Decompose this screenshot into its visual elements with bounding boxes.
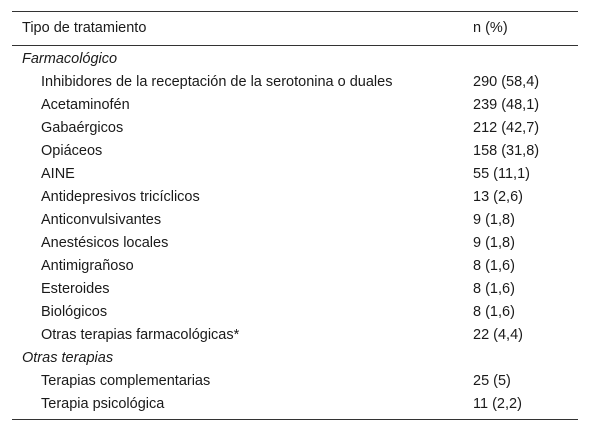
table-body bbox=[12, 46, 578, 419]
table-header bbox=[12, 12, 578, 46]
treatment-label: Anestésicos locales bbox=[41, 235, 169, 251]
table-row bbox=[12, 255, 578, 278]
n-percent-value: 158 (31,8) bbox=[473, 143, 540, 159]
treatment-label: Inhibidores de la receptación de la serotonina o duales bbox=[41, 74, 393, 90]
n-percent-value: 8 (1,6) bbox=[473, 258, 515, 274]
table-row bbox=[12, 94, 578, 117]
table-row bbox=[12, 209, 578, 232]
table-row bbox=[12, 186, 578, 209]
table-row bbox=[12, 370, 578, 393]
treatment-table bbox=[12, 11, 578, 420]
n-percent-value: 22 (4,4) bbox=[473, 327, 523, 343]
table-row bbox=[12, 117, 578, 140]
n-percent-value: 11 (2,2) bbox=[473, 396, 522, 412]
n-percent-value: 212 (42,7) bbox=[473, 120, 540, 136]
treatment-label: Gabaérgicos bbox=[41, 120, 124, 136]
treatment-label: Antidepresivos tricíclicos bbox=[41, 189, 200, 205]
n-percent-value: 239 (48,1) bbox=[473, 97, 540, 113]
treatment-label: Opiáceos bbox=[41, 143, 103, 159]
n-percent-value: 9 (1,8) bbox=[473, 212, 515, 228]
column-header-n-percent: n (%) bbox=[473, 20, 508, 36]
table-row bbox=[12, 163, 578, 186]
table-row bbox=[12, 278, 578, 301]
group-label: Farmacológico bbox=[22, 51, 118, 67]
treatment-label: AINE bbox=[41, 166, 75, 182]
n-percent-value: 290 (58,4) bbox=[473, 74, 540, 90]
treatment-label: Esteroides bbox=[41, 281, 110, 297]
table-row bbox=[12, 71, 578, 94]
n-percent-value: 9 (1,8) bbox=[473, 235, 515, 251]
treatment-label: Biológicos bbox=[41, 304, 108, 320]
column-header-treatment-type: Tipo de tratamiento bbox=[22, 20, 147, 36]
treatment-label: Terapia psicológica bbox=[41, 396, 165, 412]
treatment-label: Otras terapias farmacológicas* bbox=[41, 327, 240, 343]
table-row bbox=[12, 140, 578, 163]
table-group-row bbox=[12, 48, 578, 71]
table-row bbox=[12, 393, 578, 416]
n-percent-value: 55 (11,1) bbox=[473, 166, 530, 182]
n-percent-value: 25 (5) bbox=[473, 373, 511, 389]
n-percent-value: 13 (2,6) bbox=[473, 189, 523, 205]
treatment-label: Terapias complementarias bbox=[41, 373, 211, 389]
treatment-label: Acetaminofén bbox=[41, 97, 130, 113]
table-row bbox=[12, 324, 578, 347]
table-row bbox=[12, 232, 578, 255]
treatment-label: Antimigrañoso bbox=[41, 258, 134, 274]
table-row bbox=[12, 301, 578, 324]
group-label: Otras terapias bbox=[22, 350, 114, 366]
n-percent-value: 8 (1,6) bbox=[473, 281, 515, 297]
table-group-row bbox=[12, 347, 578, 370]
n-percent-value: 8 (1,6) bbox=[473, 304, 515, 320]
treatment-label: Anticonvulsivantes bbox=[41, 212, 162, 228]
